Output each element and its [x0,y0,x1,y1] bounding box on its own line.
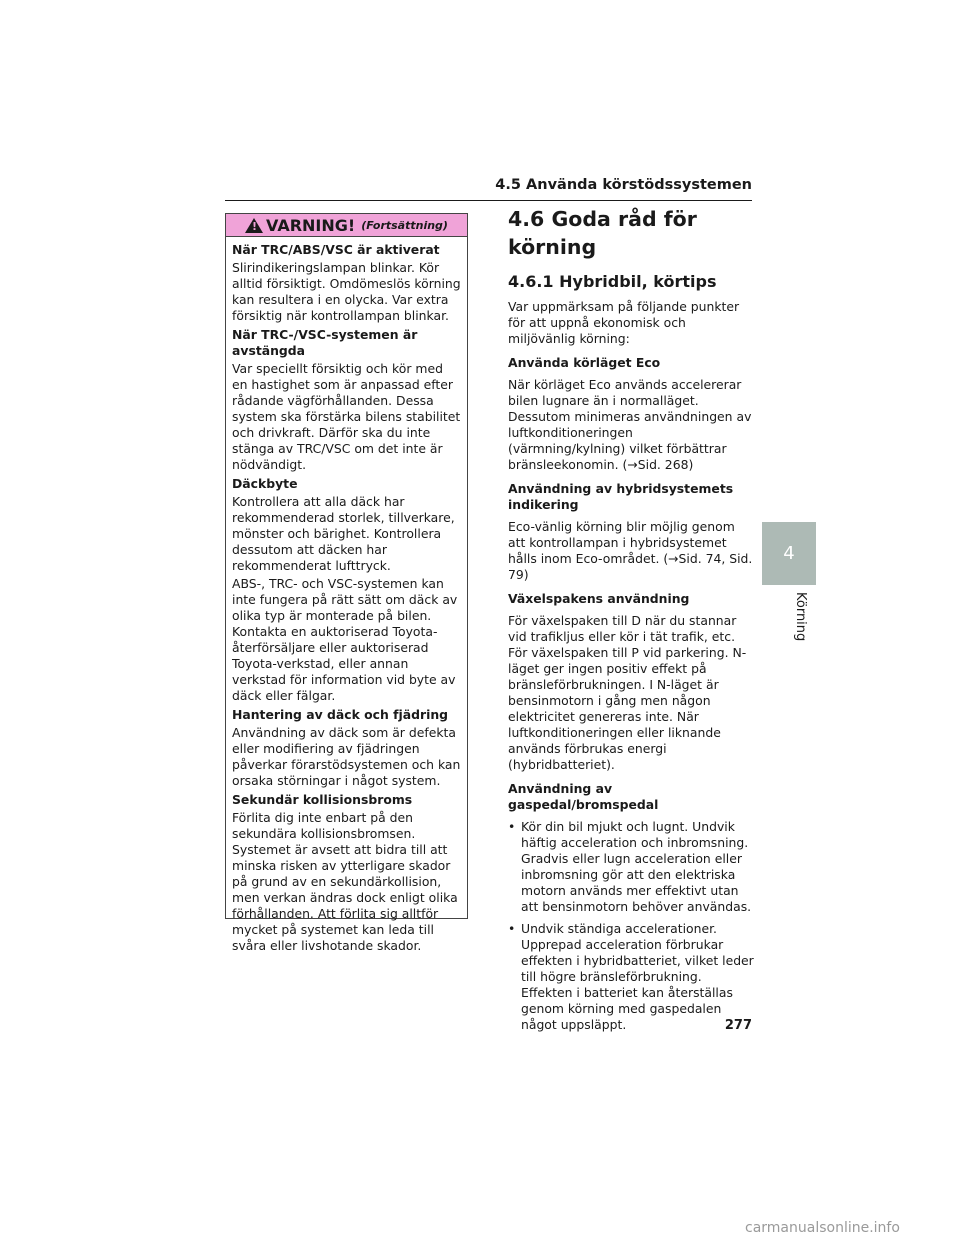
eco-text: När körläget Eco används accelererar bilen lugnare än i normalläget. Dessutom minimeras användningen av luftkonditioneringen (värmning/kylning) vilket förbättrar bränsleekonomin. (→Sid. 268) [508,377,752,472]
warning-text: Förlita dig inte enbart på den sekundära kollisionsbromsen. Systemet är avsett att bidra till att minska risken av ytterligare skador på grund av en sekundärkollision, men verkan ändras dock enligt olika förhållanden. Att förlita sig alltför mycket på systemet kan leda till svåra eller livshotande skador. [232,810,458,953]
warning-text: Kontrollera att alla däck har rekommenderad storlek, tillverkare, mönster och bärighet. Kontrollera dessutom att däcken har rekommenderat lufttryck. [232,494,455,573]
intro-text: Var uppmärksam på följande punkter för att uppnå ekonomisk och miljövänlig körning: [508,299,740,346]
gear-lever-text: För växelspaken till D när du stannar vid trafikljus eller kör i tät trafik, etc. För växelspaken till P vid parkering. N-läget ger ingen positiv effekt på bränsleförbrukningen. I N-läget är bensinmotorn i gång men någon elektricitet genereras inte. När luftkonditioneringen eller liknande används förbrukas energi (hybridbatteriet). [508,613,747,772]
watermark: carmanualsonline.info [745,1220,900,1236]
section-header: 4.5 Använda körstödssystemen [495,177,752,193]
warning-body [226,237,467,954]
warning-text: Slirindikeringslampan blinkar. Kör alltid försiktigt. Omdömeslös körning kan resultera i en olycka. Var extra försiktig när kontrollampan blinkar. [232,260,461,323]
page-number: 277 [724,1018,752,1033]
warning-title: VARNING! [266,215,356,235]
pedal-heading: Användning av gaspedal/bromspedal [508,781,659,812]
warning-heading: Sekundär kollisionsbroms [232,792,413,807]
list-item: • Undvik ständiga accelerationer. Upprepad acceleration förbrukar effekten i hybridbatteriet, vilket leder till högre bränsleförbrukning. Effekten i batteriet kan återställas genom körning med gaspedalen något uppsläppt. [508,921,754,1033]
hybrid-indicator-text: Eco-vänlig körning blir möjlig genom att kontrollampan i hybridsystemet hålls inom Eco-området. (→Sid. 74, Sid. 79) [508,519,753,582]
gear-lever-heading: Växelspakens användning [508,591,690,606]
subsection-title: 4.6.1 Hybridbil, körtips [508,272,717,291]
eco-heading: Använda körläget Eco [508,355,661,370]
header-rule [225,200,752,201]
warning-icon: ! [245,218,263,233]
warning-continued: (Fortsättning) [361,218,448,232]
warning-text: Användning av däck som är defekta eller modifiering av fjädringen påverkar förarstödsystemen och kan orsaka störningar i något system. [232,725,461,788]
warning-text: ABS-, TRC- och VSC-systemen kan inte fungera på rätt sätt om däck av olika typ är monterade på bilen. Kontakta en auktoriserad Toyota-återförsäljare eller auktoriserad Toyota-verkstad, eller annan verkstad för information vid byte av däck eller fälgar. [232,576,458,703]
chapter-tab [762,522,816,585]
section-title: 4.6 Goda råd för körning [508,207,697,259]
warning-text: Var speciellt försiktig och kör med en hastighet som är anpassad efter rådande vägförhållanden. Dessa system ska förstärka bilens stabilitet och drivkraft. Därför ska du inte stänga av TRC/VSC om det inte är nödvändigt. [232,361,461,472]
warning-heading: När TRC-/VSC-systemen är avstängda [232,327,418,358]
main-column [508,205,754,1039]
warning-header [226,214,467,237]
warning-heading: När TRC/ABS/VSC är aktiverat [232,242,440,257]
warning-heading: Däckbyte [232,476,298,491]
hybrid-indicator-heading: Användning av hybridsystemets indikering [508,481,734,512]
warning-heading: Hantering av däck och fjädring [232,707,449,722]
chapter-number: 4 [783,543,795,564]
chapter-label: Körning [793,592,808,642]
pedal-list [508,819,754,1033]
warning-box [225,213,468,953]
list-item: • Kör din bil mjukt och lugnt. Undvik häftig acceleration och inbromsning. Gradvis eller lugn acceleration eller inbromsning gör att den elektriska motorn används mer effektivt utan att bensinmotorn behöver användas. [508,819,754,915]
